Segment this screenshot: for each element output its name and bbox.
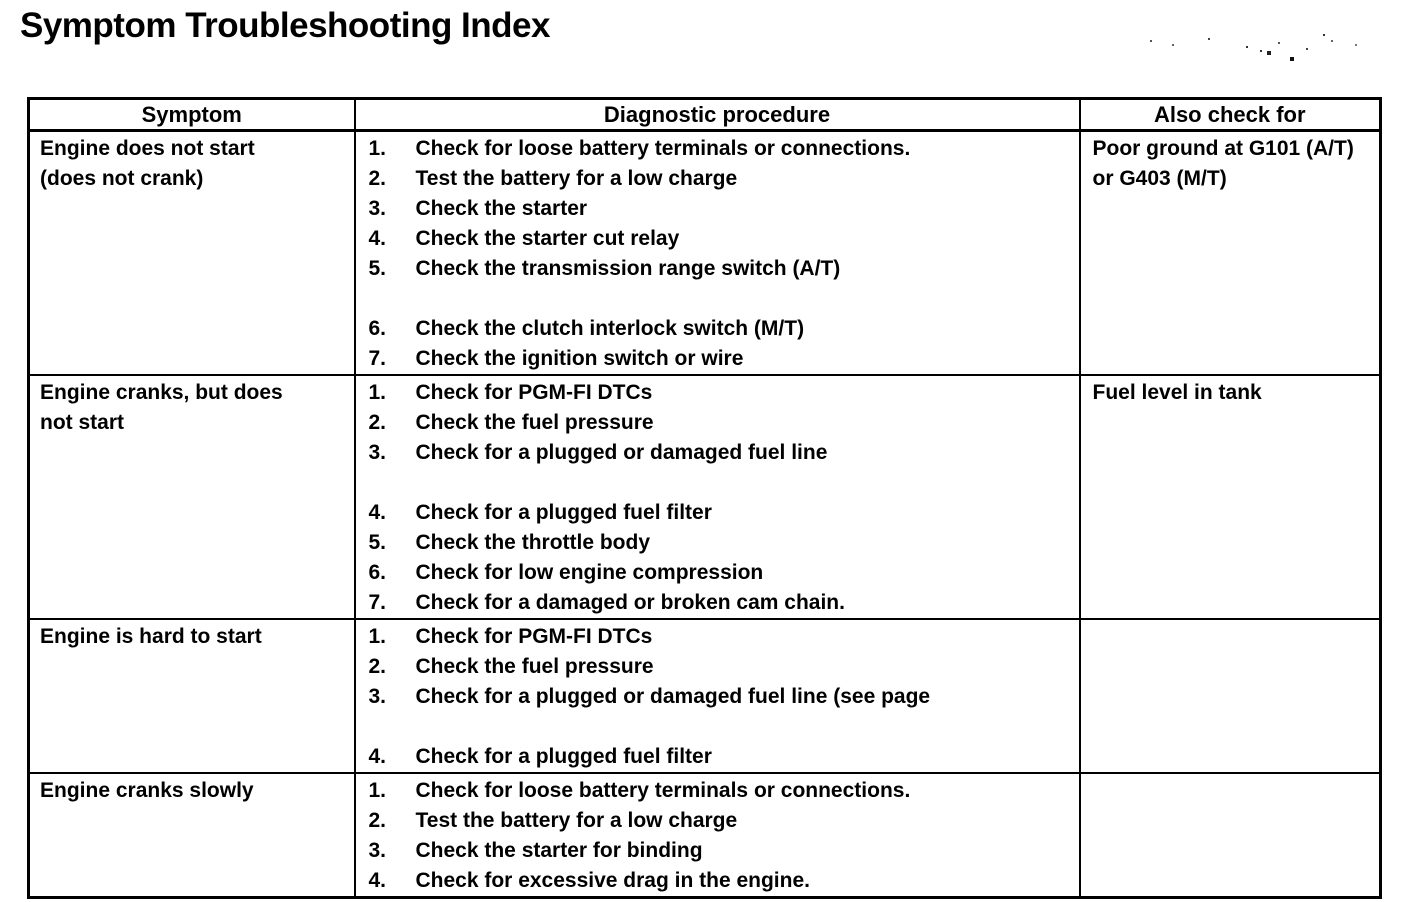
procedure-step: [369, 806, 1071, 836]
step-text: Check for loose battery terminals or connections.: [415, 779, 911, 802]
step-number: 4.: [368, 501, 387, 524]
procedure-step: [369, 344, 1071, 374]
table-row-engine-cranks-but-does-not-start: [29, 375, 1381, 619]
step-text: Check the ignition switch or wire: [415, 347, 744, 370]
step-text: Check for a damaged or broken cam chain.: [415, 591, 845, 614]
step-number: 3.: [368, 839, 387, 862]
also-check-text: Fuel level in tank: [1092, 381, 1262, 404]
step-text: Check the fuel pressure: [415, 411, 654, 434]
procedure-blank-line: [369, 284, 1071, 314]
step-number: 2.: [368, 167, 387, 190]
step-text: Check for PGM-FI DTCs: [415, 381, 653, 404]
procedure-step: [369, 314, 1071, 344]
step-number: 3.: [368, 685, 387, 708]
scan-noise-specks: [1150, 40, 1152, 42]
procedure-blank-line: [369, 712, 1071, 742]
step-text: Check the throttle body: [415, 531, 651, 554]
page-title: Symptom Troubleshooting Index: [20, 6, 550, 45]
step-text: Check for a plugged or damaged fuel line (see page: [415, 685, 931, 708]
step-number: 5.: [368, 531, 387, 554]
procedure-step: [369, 652, 1071, 682]
procedure-step: [369, 742, 1071, 772]
step-text: Check for loose battery terminals or connections.: [415, 137, 911, 160]
procedure-step: [369, 836, 1071, 866]
column-header-symptom: Symptom: [29, 99, 355, 131]
procedure-blank-line: [369, 468, 1071, 498]
procedure-step: [369, 622, 1071, 652]
step-number: 3.: [368, 441, 387, 464]
step-text: Check the starter: [415, 197, 588, 220]
step-number: 7.: [368, 591, 387, 614]
step-text: Check the transmission range switch (A/T): [415, 257, 841, 280]
step-text: Check for a plugged or damaged fuel line: [415, 441, 828, 464]
step-text: Check for excessive drag in the engine.: [415, 869, 810, 892]
procedure-step: [369, 682, 1071, 712]
step-number: 4.: [368, 227, 387, 250]
step-number: 1.: [368, 625, 387, 648]
step-number: 1.: [368, 137, 387, 160]
table-row-engine-is-hard-to-start: [29, 619, 1381, 773]
symptom-troubleshooting-table: [27, 97, 1382, 899]
column-header-also-check-for: Also check for: [1080, 99, 1381, 131]
symptom-text: Engine cranks slowly: [40, 779, 254, 802]
step-text: Test the battery for a low charge: [415, 167, 738, 190]
table-row-engine-cranks-slowly: [29, 773, 1381, 898]
also-check-text: Poor ground at G101 (A/T) or G403 (M/T): [1092, 137, 1354, 190]
table-row-engine-does-not-start: [29, 131, 1381, 376]
step-number: 1.: [368, 779, 387, 802]
step-number: 2.: [368, 655, 387, 678]
procedure-step: [369, 408, 1071, 438]
step-text: Check for a plugged fuel filter: [415, 501, 712, 524]
step-text: Check the starter for binding: [415, 839, 703, 862]
step-text: Check for low engine compression: [415, 561, 764, 584]
procedure-step: [369, 776, 1071, 806]
step-number: 4.: [368, 745, 387, 768]
step-text: Check the starter cut relay: [415, 227, 680, 250]
procedure-step: [369, 866, 1071, 896]
step-number: 6.: [368, 561, 387, 584]
procedure-step: [369, 528, 1071, 558]
procedure-step: [369, 224, 1071, 254]
step-text: Test the battery for a low charge: [415, 809, 738, 832]
procedure-step: [369, 164, 1071, 194]
step-text: Check for PGM-FI DTCs: [415, 625, 653, 648]
procedure-step: [369, 194, 1071, 224]
procedure-step: [369, 498, 1071, 528]
step-text: Check the clutch interlock switch (M/T): [415, 317, 805, 340]
step-number: 2.: [368, 809, 387, 832]
procedure-step: [369, 588, 1071, 618]
step-number: 2.: [368, 411, 387, 434]
step-number: 3.: [368, 197, 387, 220]
step-number: 5.: [368, 257, 387, 280]
symptom-text: Engine cranks, but does not start: [40, 381, 283, 434]
column-header-diagnostic-procedure: Diagnostic procedure: [355, 99, 1080, 131]
table-header-row: [29, 99, 1381, 131]
step-text: Check the fuel pressure: [415, 655, 654, 678]
symptom-text: Engine does not start (does not crank): [40, 137, 255, 190]
step-number: 1.: [368, 381, 387, 404]
step-number: 6.: [368, 317, 387, 340]
step-number: 7.: [368, 347, 387, 370]
symptom-text: Engine is hard to start: [40, 625, 262, 648]
step-text: Check for a plugged fuel filter: [415, 745, 712, 768]
step-number: 4.: [368, 869, 387, 892]
procedure-step: [369, 378, 1071, 408]
procedure-step: [369, 134, 1071, 164]
procedure-step: [369, 254, 1071, 284]
procedure-step: [369, 558, 1071, 588]
procedure-step: [369, 438, 1071, 468]
